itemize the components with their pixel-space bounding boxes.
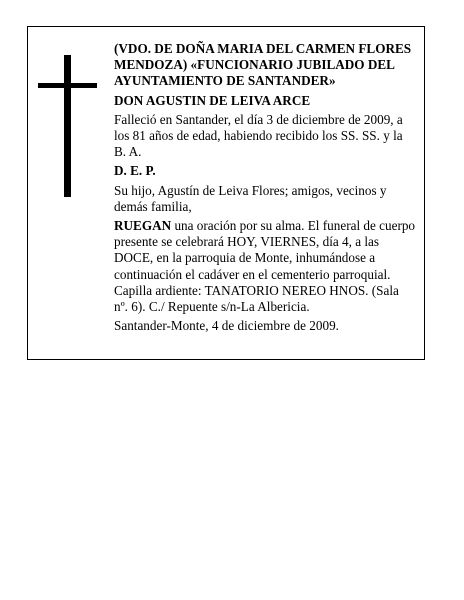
funeral-request bbox=[114, 218, 416, 315]
obituary-notice bbox=[27, 26, 425, 360]
deceased-name: DON AGUSTIN DE LEIVA ARCE bbox=[114, 92, 311, 108]
rip-label: D. E. P. bbox=[114, 163, 156, 179]
place-date: Santander-Monte, 4 de diciembre de 2009. bbox=[114, 318, 339, 334]
cross-vertical-bar bbox=[64, 55, 71, 197]
request-text: una oración por su alma. El funeral de cuerpo presente se celebrará HOY, VIERNES, día 4, a las DOCE, en la parroquia de Monte, inhumándose a continuación el cadáver en el cementerio parroquial. Capilla ardiente: TANATORIO NEREO HNOS. (Sala nº. 6). C./ Repuente s/n-La Albericia. bbox=[114, 218, 416, 315]
request-word: RUEGAN bbox=[114, 218, 172, 234]
family-text: Su hijo, Agustín de Leiva Flores; amigos, vecinos y demás familia, bbox=[114, 182, 387, 214]
notice-heading: (VDO. DE DOÑA MARIA DEL CARMEN FLORES MENDOZA) «FUNCIONARIO JUBILADO DEL AYUNTAMIENTO DE SANTANDER» bbox=[114, 41, 412, 89]
death-announcement: Falleció en Santander, el día 3 de diciembre de 2009, a los 81 años de edad, habiendo recibido los SS. SS. y la B. A. bbox=[114, 111, 403, 160]
cross-horizontal-bar bbox=[38, 83, 97, 88]
notice-content bbox=[114, 41, 416, 337]
